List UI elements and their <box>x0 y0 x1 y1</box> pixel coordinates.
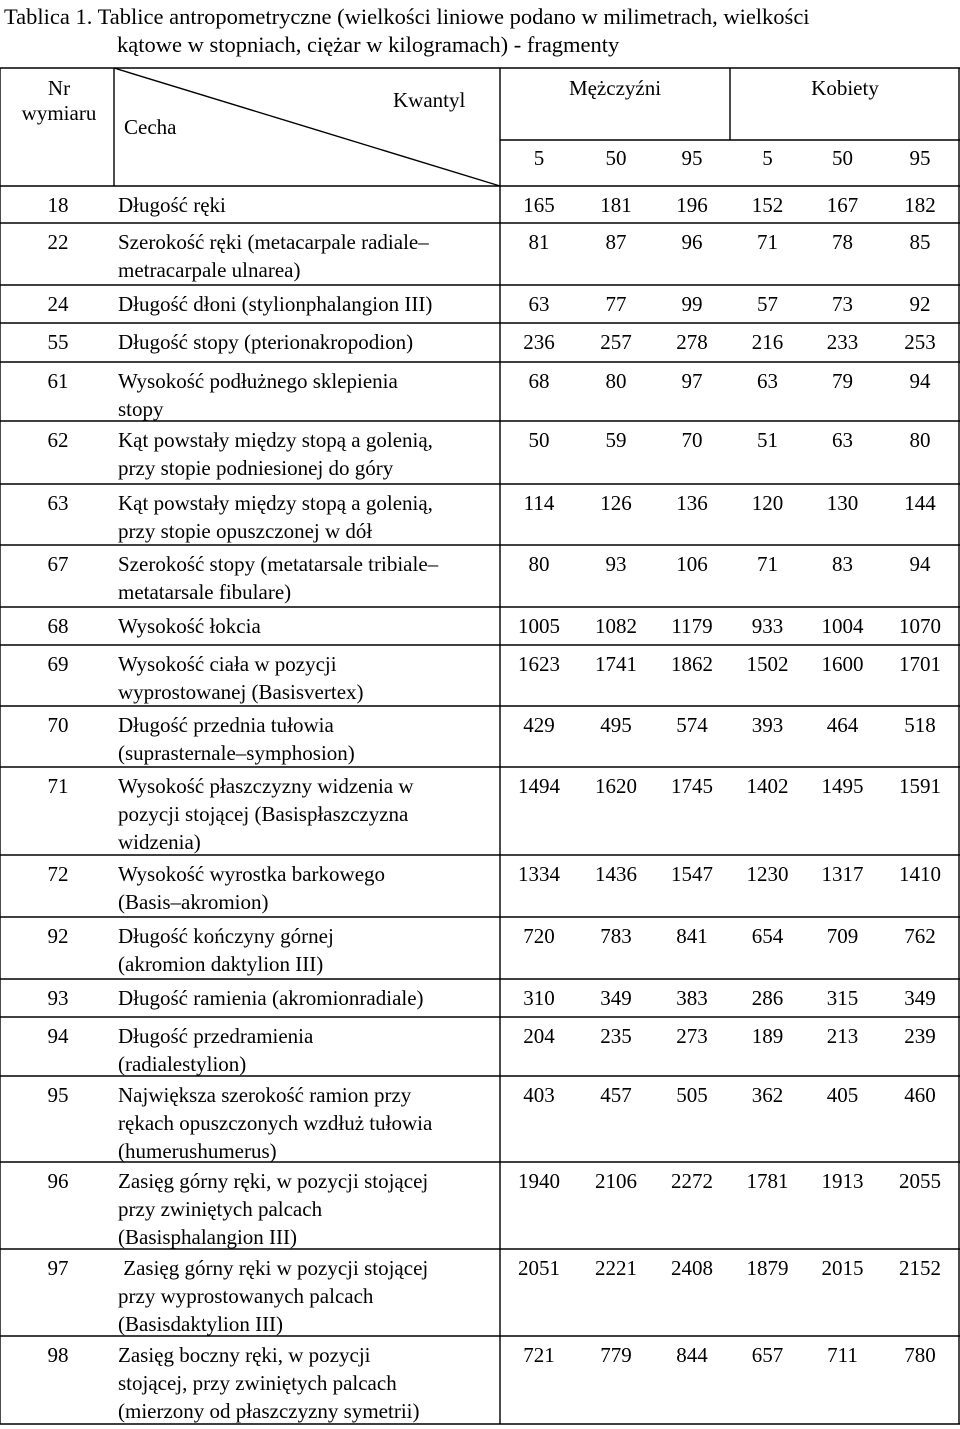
row-value: 50 <box>528 428 550 452</box>
row-label: Wysokość płaszczyzny widzenia w <box>118 774 414 798</box>
row-label: Zasięg boczny ręki, w pozycji <box>118 1343 371 1367</box>
row-value: 1913 <box>821 1169 864 1193</box>
row-value: 654 <box>751 924 784 948</box>
row-label: Wysokość podłużnego sklepienia <box>118 369 398 393</box>
row-label: przy zwiniętych palcach <box>118 1197 323 1221</box>
header-quantile: 5 <box>762 146 773 170</box>
row-label: wyprostowanej (Basisvertex) <box>118 680 364 704</box>
row-value: 1436 <box>595 862 637 886</box>
row-value: 2272 <box>671 1169 713 1193</box>
row-value: 1879 <box>746 1256 789 1280</box>
row-value: 130 <box>826 491 859 515</box>
row-value: 1940 <box>518 1169 560 1193</box>
row-value: 167 <box>826 193 859 217</box>
row-nr: 69 <box>47 652 69 676</box>
row-label: (akromion daktylion III) <box>118 952 324 976</box>
row-value: 933 <box>751 614 784 638</box>
row-label: Wysokość ciała w pozycji <box>118 652 337 676</box>
row-value: 93 <box>605 552 627 576</box>
row-nr: 93 <box>47 986 69 1010</box>
row-value: 181 <box>600 193 632 217</box>
row-value: 114 <box>523 491 555 515</box>
row-value: 1701 <box>899 652 941 676</box>
row-value: 1082 <box>595 614 637 638</box>
row-label: stojącej, przy zwiniętych palcach <box>118 1371 397 1395</box>
row-value: 80 <box>528 552 550 576</box>
row-value: 73 <box>832 292 853 316</box>
row-value: 239 <box>904 1024 936 1048</box>
row-value: 216 <box>751 330 784 354</box>
row-value: 405 <box>826 1083 859 1107</box>
row-value: 71 <box>757 230 778 254</box>
row-value: 257 <box>600 330 632 354</box>
row-label: Kąt powstały między stopą a golenią, <box>118 428 433 452</box>
row-label: metatarsale fibulare) <box>118 580 292 604</box>
row-value: 779 <box>600 1343 632 1367</box>
row-value: 383 <box>676 986 708 1010</box>
row-nr: 22 <box>47 230 69 254</box>
row-label: stopy <box>118 397 164 421</box>
caption-line-2: kątowe w stopniach, ciężar w kilogramach) - fragmenty <box>117 32 620 57</box>
row-label: (radialestylion) <box>118 1052 247 1076</box>
row-value: 721 <box>523 1343 555 1367</box>
row-value: 233 <box>826 330 859 354</box>
row-value: 59 <box>605 428 627 452</box>
row-value: 2221 <box>595 1256 637 1280</box>
row-value: 97 <box>681 369 703 393</box>
row-label: widzenia) <box>118 830 201 854</box>
row-value: 235 <box>600 1024 632 1048</box>
row-value: 286 <box>751 986 784 1010</box>
row-value: 79 <box>832 369 853 393</box>
row-value: 189 <box>751 1024 784 1048</box>
row-value: 94 <box>909 552 931 576</box>
row-value: 78 <box>832 230 853 254</box>
row-value: 362 <box>751 1083 784 1107</box>
row-value: 574 <box>676 713 708 737</box>
row-value: 2051 <box>518 1256 560 1280</box>
row-value: 236 <box>523 330 555 354</box>
row-label: przy stopie opuszczonej w dół <box>118 519 373 543</box>
row-value: 310 <box>523 986 555 1010</box>
header-quantile: 95 <box>681 146 703 170</box>
row-label: Długość przedramienia <box>118 1024 314 1048</box>
row-value: 1495 <box>821 774 864 798</box>
row-value: 213 <box>826 1024 859 1048</box>
row-value: 1179 <box>671 614 713 638</box>
row-value: 80 <box>605 369 627 393</box>
row-nr: 55 <box>47 330 69 354</box>
row-value: 464 <box>826 713 859 737</box>
row-label: Zasięg górny ręki, w pozycji stojącej <box>118 1169 429 1193</box>
row-value: 92 <box>909 292 931 316</box>
row-value: 63 <box>832 428 853 452</box>
row-label: Największa szerokość ramion przy <box>118 1083 412 1107</box>
row-value: 126 <box>600 491 632 515</box>
row-label: rękach opuszczonych wzdłuż tułowia <box>118 1111 433 1135</box>
row-label: Długość ramienia (akromionradiale) <box>118 986 424 1010</box>
row-value: 2015 <box>821 1256 864 1280</box>
row-value: 81 <box>528 230 550 254</box>
row-label: (Basisdaktylion III) <box>118 1312 284 1336</box>
row-nr: 96 <box>47 1169 69 1193</box>
row-label: metracarpale ulnarea) <box>118 258 301 282</box>
row-label: Długość przednia tułowia <box>118 713 334 737</box>
row-value: 841 <box>676 924 708 948</box>
row-nr: 63 <box>47 491 69 515</box>
row-value: 71 <box>757 552 778 576</box>
row-value: 106 <box>676 552 708 576</box>
row-value: 1745 <box>671 774 713 798</box>
row-value: 196 <box>676 193 708 217</box>
row-value: 120 <box>751 491 784 515</box>
row-value: 99 <box>681 292 703 316</box>
row-label: (Basisphalangion III) <box>118 1225 298 1249</box>
row-value: 505 <box>676 1083 708 1107</box>
row-label: (suprasternale–symphosion) <box>118 741 355 765</box>
row-value: 165 <box>523 193 555 217</box>
row-nr: 67 <box>47 552 69 576</box>
row-value: 1862 <box>671 652 713 676</box>
row-value: 1741 <box>595 652 637 676</box>
row-nr: 18 <box>47 193 69 217</box>
row-label: przy wyprostowanych palcach <box>118 1284 374 1308</box>
row-nr: 61 <box>47 369 69 393</box>
row-value: 1494 <box>518 774 560 798</box>
row-label: pozycji stojącej (Basispłaszczyzna <box>118 802 409 826</box>
row-value: 783 <box>600 924 632 948</box>
row-value: 2152 <box>899 1256 941 1280</box>
row-value: 94 <box>909 369 931 393</box>
row-label: (humerushumerus) <box>118 1139 277 1163</box>
row-value: 1402 <box>746 774 789 798</box>
header-nr-line2: wymiaru <box>21 101 97 125</box>
row-value: 1230 <box>746 862 789 886</box>
row-label: Długość ręki <box>118 193 226 217</box>
row-nr: 70 <box>47 713 69 737</box>
row-value: 83 <box>832 552 853 576</box>
header-women: Kobiety <box>811 76 879 100</box>
row-value: 152 <box>751 193 784 217</box>
row-value: 2055 <box>899 1169 941 1193</box>
row-nr: 24 <box>47 292 69 316</box>
row-nr: 72 <box>47 862 69 886</box>
row-value: 87 <box>605 230 627 254</box>
row-value: 70 <box>681 428 703 452</box>
row-label: Szerokość ręki (metacarpale radiale– <box>118 230 429 254</box>
row-value: 1004 <box>821 614 864 638</box>
header-quantile: 5 <box>533 146 545 170</box>
row-value: 96 <box>681 230 703 254</box>
row-value: 780 <box>904 1343 936 1367</box>
row-value: 1623 <box>518 652 560 676</box>
row-value: 278 <box>676 330 708 354</box>
row-label: Wysokość wyrostka barkowego <box>118 862 386 886</box>
row-label: Długość dłoni (stylionphalangion III) <box>118 292 433 316</box>
row-label: Długość kończyny górnej <box>118 924 334 948</box>
row-value: 1620 <box>595 774 637 798</box>
caption-line-1: Tablica 1. Tablice antropometryczne (wielkości liniowe podano w milimetrach, wielkości <box>4 4 810 29</box>
row-value: 1410 <box>899 862 941 886</box>
header-quantile: 50 <box>832 146 853 170</box>
row-value: 253 <box>904 330 936 354</box>
row-value: 68 <box>528 369 550 393</box>
row-value: 2106 <box>595 1169 637 1193</box>
row-value: 204 <box>523 1024 555 1048</box>
row-value: 1317 <box>821 862 864 886</box>
row-value: 720 <box>523 924 555 948</box>
header-kwantyl: Kwantyl <box>393 88 466 112</box>
row-value: 457 <box>600 1083 632 1107</box>
row-value: 182 <box>904 193 936 217</box>
row-label: Zasięg górny ręki w pozycji stojącej <box>118 1256 429 1280</box>
row-label: Wysokość łokcia <box>118 614 261 638</box>
row-value: 657 <box>751 1343 784 1367</box>
row-value: 711 <box>827 1343 858 1367</box>
row-value: 429 <box>523 713 555 737</box>
row-value: 349 <box>904 986 936 1010</box>
row-label: (mierzony od płaszczyzny symetrii) <box>118 1399 420 1423</box>
row-nr: 95 <box>47 1083 69 1107</box>
row-value: 1781 <box>746 1169 789 1193</box>
row-value: 273 <box>676 1024 708 1048</box>
row-value: 762 <box>904 924 936 948</box>
row-label: (Basis–akromion) <box>118 890 269 914</box>
header-cecha: Cecha <box>124 115 177 139</box>
row-label: Długość stopy (pterionakropodion) <box>118 330 414 354</box>
row-value: 136 <box>676 491 708 515</box>
row-value: 51 <box>757 428 778 452</box>
row-label: przy stopie podniesionej do góry <box>118 456 394 480</box>
row-value: 403 <box>523 1083 555 1107</box>
header-nr-line1: Nr <box>47 76 71 100</box>
row-value: 80 <box>909 428 931 452</box>
row-value: 63 <box>528 292 550 316</box>
header-quantile: 50 <box>605 146 627 170</box>
row-value: 518 <box>904 713 936 737</box>
row-value: 393 <box>751 713 784 737</box>
row-value: 1070 <box>899 614 941 638</box>
row-value: 315 <box>826 986 859 1010</box>
row-value: 144 <box>904 491 936 515</box>
row-nr: 94 <box>47 1024 69 1048</box>
row-value: 1334 <box>518 862 560 886</box>
row-value: 2408 <box>671 1256 713 1280</box>
row-label: Szerokość stopy (metatarsale tribiale– <box>118 552 439 576</box>
row-value: 77 <box>605 292 627 316</box>
row-nr: 97 <box>47 1256 69 1280</box>
row-value: 460 <box>904 1083 936 1107</box>
row-label: Kąt powstały między stopą a golenią, <box>118 491 433 515</box>
row-value: 57 <box>757 292 778 316</box>
row-nr: 68 <box>47 614 69 638</box>
row-nr: 62 <box>47 428 69 452</box>
row-nr: 71 <box>47 774 69 798</box>
row-value: 85 <box>909 230 931 254</box>
header-quantile: 95 <box>909 146 931 170</box>
row-value: 1547 <box>671 862 713 886</box>
row-value: 1600 <box>821 652 864 676</box>
row-nr: 92 <box>47 924 69 948</box>
row-value: 495 <box>600 713 632 737</box>
row-value: 349 <box>600 986 632 1010</box>
row-nr: 98 <box>47 1343 69 1367</box>
row-value: 1005 <box>518 614 560 638</box>
row-value: 709 <box>826 924 859 948</box>
row-value: 1502 <box>746 652 789 676</box>
row-value: 63 <box>757 369 778 393</box>
row-value: 844 <box>676 1343 708 1367</box>
header-men: Mężczyźni <box>568 76 662 100</box>
row-value: 1591 <box>899 774 941 798</box>
